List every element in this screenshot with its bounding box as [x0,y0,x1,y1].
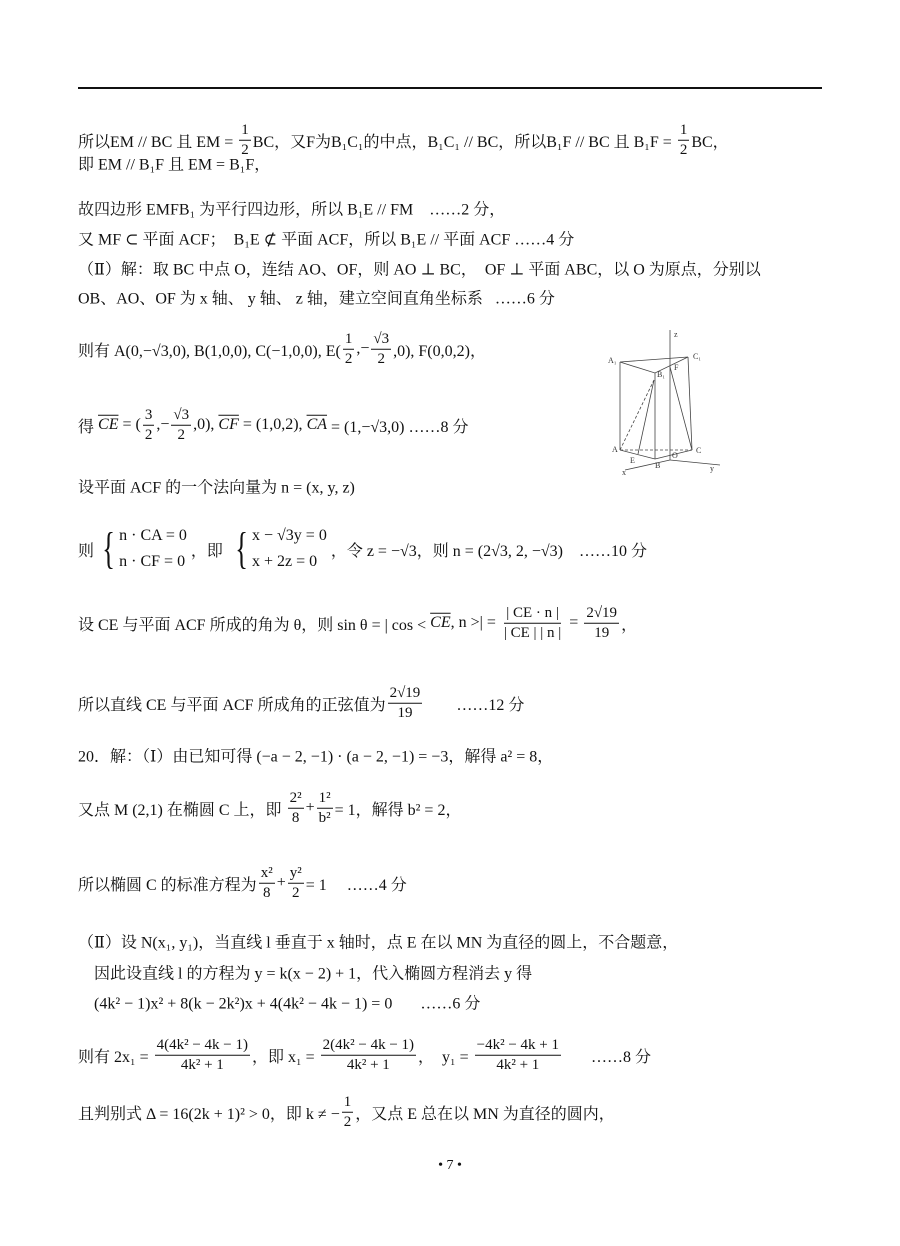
fraction [317,789,333,828]
numerator: 1 [678,121,690,141]
text-run: 又点 M (2,1) 在椭圆 C 上，即 [78,801,286,819]
numerator: 1 [343,330,355,350]
text-run: 则有 A(0,−√3,0), B(1,0,0), C(−1,0,0), E( [78,342,341,360]
text-run: = [565,614,583,631]
text-line [78,789,461,828]
label-F: F [674,363,679,372]
label-z: z [674,330,678,339]
text-line [78,604,637,643]
header-rule [78,87,822,89]
equation-system [231,524,327,573]
text-run: ，又点 E 总在以 MN 为直径的圆内， [355,1105,615,1123]
text-run: 则 [78,542,95,560]
numerator: x² [259,864,275,884]
text-run: 所以椭圆 C 的标准方程为 [78,876,257,894]
text-run: ,0), [193,416,219,433]
numerator: 3 [143,406,155,426]
denominator: 2 [344,350,353,367]
numerator: 4(4k² − 4k − 1) [155,1036,250,1056]
text-run: ,− [356,340,370,357]
denominator: 19 [397,704,413,721]
text-run: ，即 [190,542,227,560]
numerator: y² [288,864,304,884]
text-run: 因此设直线 l 的方程为 y = k(x − 2) + 1，代入椭圆方程消去 y 得 [78,965,533,983]
text-run: (4k² − 1)x² + 8(k − 2k²)x + 4(4k² − 4k − 1) = 0 ……6 分 [78,995,481,1013]
fraction [343,330,355,369]
text-run: BC， [691,133,729,151]
label-B1: B₁ [657,370,666,379]
text-run: 故四边形 EMFB₁ 为平行四边形，所以 B₁E // FM ……2 分， [78,201,506,219]
text-line [78,227,574,250]
denominator: 2 [343,1113,352,1130]
label-A: A [612,445,618,454]
numerator: | CE · n | [504,604,561,624]
vector: $\overline{CF}$ [218,416,239,433]
text-line [78,930,678,953]
denominator: | CE | | n | [503,624,562,641]
numerator: −4k² − 4k + 1 [475,1036,561,1056]
text-run: ,− [156,416,170,433]
fraction [171,406,191,445]
text-run: 设 CE 与平面 ACF 所成的角为 θ，则 sin θ = | cos < [78,616,431,634]
text-run: BC，又F为B₁C₁的中点，B₁C₁ // BC，所以B₁F // BC 且 B₁F = [252,133,676,151]
vector: $\overline{CA}$ [306,416,328,433]
denominator: 4k² + 1 [496,1056,540,1073]
equation-rows [119,527,187,571]
denominator: 2 [377,350,385,367]
label-x: x [622,468,626,475]
denominator: 8 [291,809,300,826]
prism-figure [600,325,725,475]
text-run: 得 [78,418,99,436]
equation-rows [252,527,327,571]
fraction [155,1036,250,1075]
text-line [78,1036,651,1075]
text-run: + [276,874,286,891]
text-run: 则有 2x₁ = [78,1048,153,1066]
denominator: 8 [262,884,271,901]
text-line [78,1093,615,1132]
text-run: ，令 z = −√3，则 n = (2√3, 2, −√3) ……10 分 [330,542,648,560]
equation: n · CA = 0 [119,527,187,544]
label-E: E [630,456,635,465]
text-line [78,406,469,445]
text-line [78,961,532,984]
fraction [475,1036,561,1075]
text-line [78,475,355,498]
text-line [78,524,648,573]
text-run: ……12 分 [424,696,525,714]
numerator: √3 [171,406,191,426]
denominator: 2 [144,426,153,443]
fraction [342,1093,354,1132]
fraction [388,684,423,723]
text-run: OB、AO、OF 为 x 轴、 y 轴、 z 轴，建立空间直角坐标系 ……6 分 [78,290,555,308]
text-line [78,991,480,1014]
numerator: 1 [239,121,251,141]
label-B: B [655,461,661,470]
denominator: 2 [241,141,249,158]
text-run: 所以直线 CE 与平面 ACF 所成角的正弦值为 [78,696,386,714]
equation-system [98,524,187,573]
text-line [78,330,486,369]
text-run: + [305,799,315,816]
text-run: ,0), F(0,0,2)， [393,342,486,360]
numerator: 1² [317,789,333,809]
fraction [321,1036,416,1075]
brace: { [235,524,248,573]
equation: x − √3y = 0 [251,527,327,544]
text-line [78,864,407,903]
text-run: ， y₁ = [418,1048,473,1066]
text-line [78,257,761,280]
text-run: = (1,−√3,0) ……8 分 [327,418,469,436]
numerator: 2√19 [584,604,619,624]
label-y: y [710,464,714,473]
vector: $\overline{CE}$ [98,416,119,433]
fraction [288,789,304,828]
page-number: • 7 • [438,1158,462,1173]
fraction [371,330,391,369]
text-run: ……8 分 [563,1048,652,1066]
text-run: 即 EM // B₁F 且 EM = B₁F， [78,156,271,174]
text-run: ，即 x₁ = [252,1048,319,1066]
denominator: b² [318,809,331,826]
text-run: , n >| = [450,614,500,631]
text-run: 所以EM // BC 且 EM = [78,133,238,151]
denominator: 19 [594,624,610,641]
fraction [678,121,690,160]
text-line [78,744,553,767]
text-run: 又 MF ⊂ 平面 ACF； B₁E ⊄ 平面 ACF，所以 B₁E // 平面 ACF ……4 分 [78,231,575,249]
fraction [288,864,304,903]
text-run: （Ⅱ）解：取 BC 中点 O，连结 AO、OF，则 AO ⊥ BC， OF ⊥ 平面 ABC，以 O 为原点，分别以 [78,261,761,279]
fraction [502,604,563,643]
text-line [78,152,270,175]
text-run: 且判别式 Δ = 16(2k + 1)² > 0，即 k ≠ − [78,1105,340,1123]
denominator: 4k² + 1 [346,1056,390,1073]
label-A1: A₁ [608,356,617,365]
text-line [78,286,555,309]
text-run: （Ⅱ）设 N(x₁, y₁)，当直线 l 垂直于 x 轴时，点 E 在以 MN 为直径的圆上，不合题意， [78,934,679,952]
denominator: 2 [291,884,300,901]
text-run: 20．解：（Ⅰ）由已知可得 (−a − 2, −1) · (a − 2, −1) = −3，解得 a² = 8， [78,748,554,766]
text-run: = 1 ……4 分 [305,876,407,894]
numerator: 2² [288,789,304,809]
label-C1: C₁ [693,352,702,361]
text-run: 设平面 ACF 的一个法向量为 n = (x, y, z) [78,479,355,497]
text-line [78,684,524,723]
label-C: C [696,446,702,455]
numerator: √3 [371,330,391,350]
denominator: 4k² + 1 [180,1056,224,1073]
text-line [78,197,505,220]
label-O: O [672,451,678,460]
vector: $\overline{CE}$ [430,614,451,631]
text-run: = (1,0,2), [238,416,307,433]
text-run: = ( [118,416,141,433]
denominator: 2 [679,141,688,158]
numerator: 2(4k² − 4k − 1) [321,1036,416,1056]
text-run: ， [621,616,638,634]
equation: n · CF = 0 [119,553,186,570]
brace: { [102,524,115,573]
fraction [259,864,275,903]
text-run: = 1，解得 b² = 2， [334,801,462,819]
denominator: 2 [177,426,185,443]
numerator: 2√19 [388,684,423,704]
fraction [143,406,155,445]
numerator: 1 [342,1093,354,1113]
equation: x + 2z = 0 [251,553,318,570]
fraction [584,604,619,643]
